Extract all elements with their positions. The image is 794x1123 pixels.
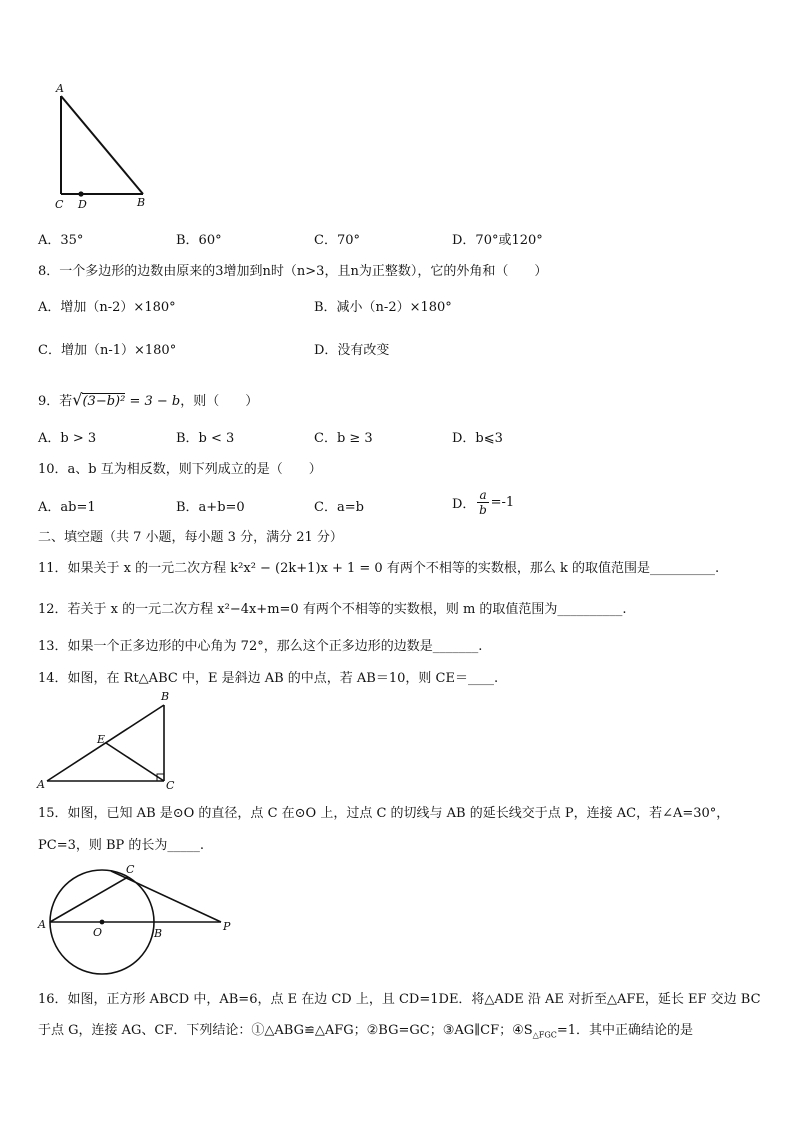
q9-suffix: ，则（ ） bbox=[180, 394, 259, 409]
q16-line2-sub: △FGC bbox=[532, 1030, 557, 1040]
label-a: A bbox=[38, 918, 46, 931]
q15-stem-line2: PC=3，则 BP 的长为_____. bbox=[38, 838, 205, 853]
q8-option-d: D．没有改变 bbox=[314, 343, 390, 358]
section-heading: 二、填空题（共 7 小题，每小题 3 分，满分 21 分） bbox=[38, 530, 343, 545]
q10-option-d bbox=[452, 488, 514, 517]
label-b: B bbox=[137, 196, 146, 209]
q9-option-a: A．b > 3 bbox=[38, 431, 97, 446]
q9-equals: = 3 − b bbox=[125, 394, 181, 409]
label-c: C bbox=[126, 863, 135, 876]
q9-option-c: C．b ≥ 3 bbox=[314, 431, 373, 446]
q9-option-b: B．b < 3 bbox=[176, 431, 235, 446]
q9-prefix: 9．若 bbox=[38, 394, 73, 409]
q10-option-b: B．a+b=0 bbox=[176, 500, 245, 515]
center-point bbox=[100, 920, 105, 925]
q16-stem-line1: 16．如图，正方形 ABCD 中，AB=6，点 E 在边 CD 上，且 CD=1DE．将△ADE 沿 AE 对折至△AFE，延长 EF 交边 BC bbox=[38, 992, 761, 1007]
q7-option-a: A．35° bbox=[38, 233, 84, 248]
side-ab bbox=[61, 96, 143, 194]
label-p: P bbox=[223, 920, 231, 933]
q14-triangle-figure bbox=[33, 688, 183, 798]
fraction-numerator: a bbox=[479, 488, 487, 502]
q16-line2-prefix: 于点 G，连接 AG、CF．下列结论：①△ABG≌△AFG；②BG=GC；③AG∥CF；④S bbox=[38, 1023, 533, 1038]
label-d: D bbox=[78, 198, 87, 211]
q9-radicand: (3−b)² bbox=[82, 394, 126, 409]
q12-stem: 12．若关于 x 的一元二次方程 x²−4x+m=0 有两个不相等的实数根，则 m 的取值范围为__________. bbox=[38, 602, 627, 617]
label-o: O bbox=[93, 926, 103, 939]
label-c: C bbox=[55, 198, 64, 211]
chord-ac bbox=[50, 877, 128, 922]
q8-option-a: A．增加（n-2）×180° bbox=[38, 300, 176, 315]
segment-ce bbox=[106, 743, 164, 781]
q16-line2-suffix: =1．其中正确结论的是 bbox=[556, 1023, 694, 1038]
q7-triangle-figure bbox=[45, 80, 160, 215]
tangent-cp bbox=[111, 871, 221, 922]
q10-option-c: C．a=b bbox=[314, 500, 364, 515]
sqrt-sign: √ bbox=[72, 390, 83, 409]
fraction-denominator: b bbox=[479, 503, 487, 517]
label-e: E bbox=[97, 733, 106, 746]
q14-stem: 14．如图，在 Rt△ABC 中，E 是斜边 AB 的中点，若 AB＝10，则 CE＝____. bbox=[38, 671, 499, 686]
label-b: B bbox=[154, 927, 163, 940]
q10-option-a: A．ab=1 bbox=[38, 500, 96, 515]
q15-stem-line1: 15．如图，已知 AB 是⊙O 的直径，点 C 在⊙O 上，过点 C 的切线与 AB 的延长线交于点 P，连接 AC，若∠A=30°， bbox=[38, 806, 730, 821]
label-c: C bbox=[166, 779, 175, 792]
point-d bbox=[78, 191, 83, 196]
q9-option-d: D．b⩽3 bbox=[452, 431, 503, 446]
q9-stem bbox=[38, 390, 258, 409]
q15-circle-figure bbox=[33, 858, 243, 976]
q13-stem: 13．如果一个正多边形的中心角为 72°，那么这个正多边形的边数是_______. bbox=[38, 639, 483, 654]
q11-stem: 11．如果关于 x 的一元二次方程 k²x² − (2k+1)x + 1 = 0 有两个不相等的实数根，那么 k 的取值范围是__________. bbox=[38, 561, 720, 576]
q10-option-d-prefix: D． bbox=[452, 497, 476, 512]
q16-stem-line2 bbox=[38, 1019, 693, 1040]
q8-stem: 8．一个多边形的边数由原来的3增加到n时（n>3，且n为正整数），它的外角和（ ） bbox=[38, 264, 548, 279]
q8-option-c: C．增加（n-1）×180° bbox=[38, 343, 177, 358]
q7-option-b: B．60° bbox=[176, 233, 222, 248]
label-b: B bbox=[161, 690, 170, 703]
label-a: A bbox=[37, 778, 45, 791]
q10-stem: 10．a、b 互为相反数，则下列成立的是（ ） bbox=[38, 462, 322, 477]
label-a: A bbox=[56, 82, 64, 95]
q7-option-c: C．70° bbox=[314, 233, 360, 248]
q7-option-d: D．70°或120° bbox=[452, 233, 543, 248]
q10-option-d-suffix: =-1 bbox=[490, 495, 515, 510]
fraction bbox=[477, 488, 488, 517]
q8-option-b: B．减小（n-2）×180° bbox=[314, 300, 452, 315]
